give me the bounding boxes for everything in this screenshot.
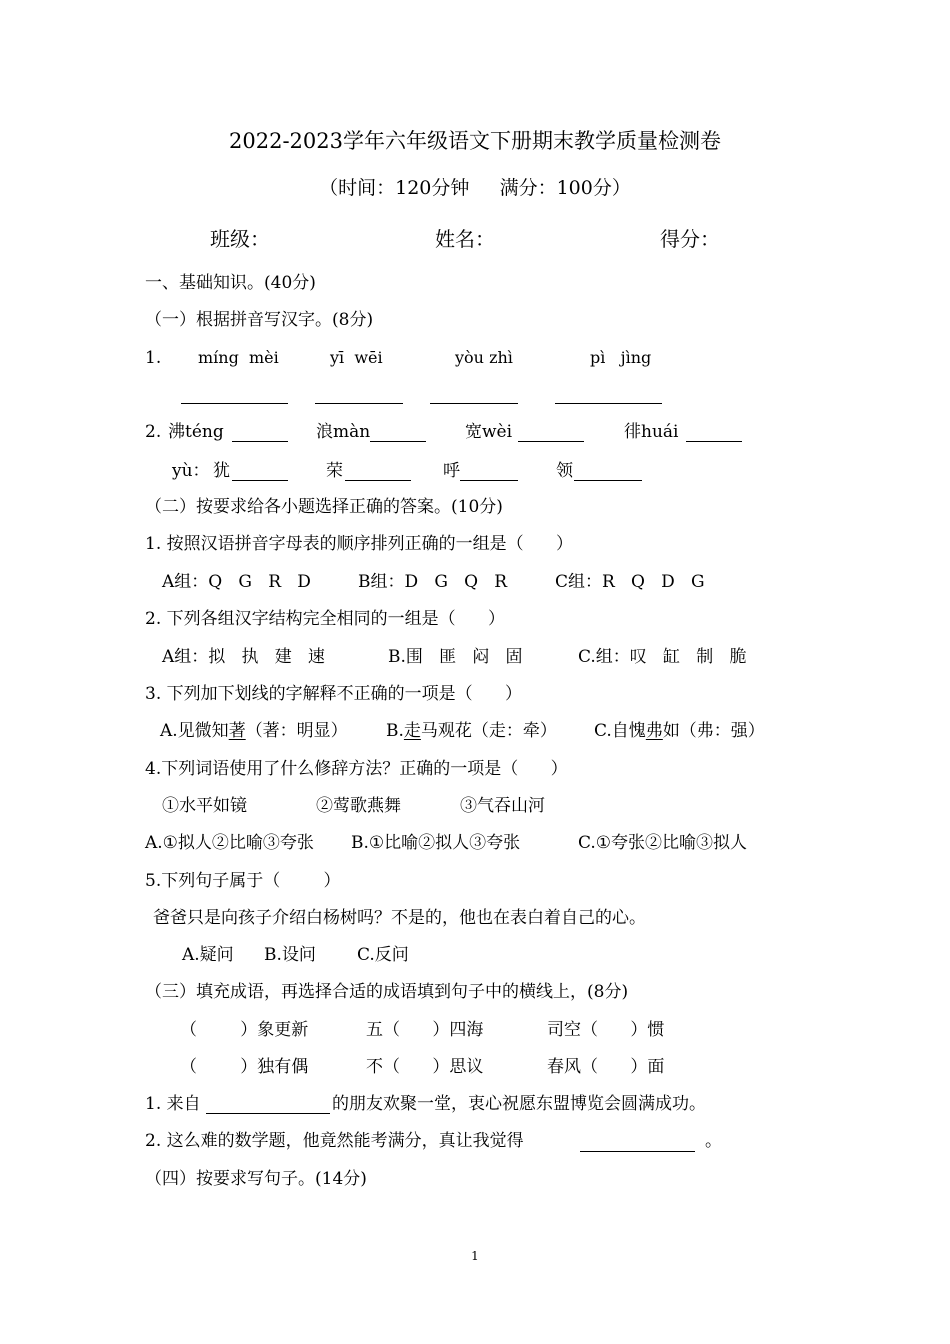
pinyin-prefix: yù： <box>172 461 210 481</box>
answer-blank[interactable] <box>430 403 518 404</box>
char-word: 犹 <box>213 461 230 481</box>
pinyin-word: 浪màn <box>316 422 371 442</box>
sentence: 的朋友欢聚一堂，衷心祝愿东盟博览会圆满成功。 <box>332 1094 706 1114</box>
option: B.围 匪 闷 固 <box>388 647 523 667</box>
option: C.反问 <box>357 945 409 965</box>
option: A.见微知著（著：明显） <box>160 721 348 741</box>
option: C.自愧弗如（弗：强） <box>594 721 765 741</box>
option: C.①夸张②比喻③拟人 <box>578 833 748 853</box>
pinyin-word: 徘huái <box>624 422 679 442</box>
option: B组：D G Q R <box>358 572 508 592</box>
underlined-char: 弗 <box>645 721 663 741</box>
sentence: 。 <box>705 1131 722 1151</box>
phrase: ③气吞山河 <box>460 796 545 816</box>
pinyin-word: 宽wèi <box>465 422 513 442</box>
question-text: 4.下列词语使用了什么修辞方法？正确的一项是（ ） <box>145 759 568 779</box>
pinyin: míng mèi <box>198 348 279 367</box>
part-heading: （二）按要求给各小题选择正确的答案。(10分) <box>145 497 503 517</box>
name-label: 姓名： <box>435 227 495 251</box>
pinyin: yī wēi <box>330 348 383 367</box>
answer-blank[interactable] <box>580 1151 695 1152</box>
answer-blank[interactable] <box>181 403 288 404</box>
page-number: 1 <box>471 1249 479 1263</box>
pinyin-word: 沸téng <box>168 422 224 442</box>
part-heading: （四）按要求写句子。(14分) <box>145 1169 367 1189</box>
idiom-blank[interactable]: （ ）象更新 <box>180 1020 309 1040</box>
sentence: 2. 这么难的数学题，他竟然能考满分，真让我觉得 <box>145 1131 524 1151</box>
question-number: 1. <box>145 348 162 368</box>
part-heading: （一）根据拼音写汉字。(8分) <box>145 310 374 330</box>
answer-blank[interactable] <box>232 480 288 481</box>
answer-blank[interactable] <box>555 403 662 404</box>
answer-blank[interactable] <box>370 441 426 442</box>
idiom-blank[interactable]: （ ）独有偶 <box>180 1057 309 1077</box>
score-label: 得分： <box>660 227 720 251</box>
option: C组：R Q D G <box>555 572 705 592</box>
option: B.①比喻②拟人③夸张 <box>351 833 521 853</box>
pinyin: yòu zhì <box>455 348 513 367</box>
pinyin: pì jìng <box>590 348 652 367</box>
option: C.组：叹 缸 制 脆 <box>578 647 747 667</box>
answer-blank[interactable] <box>518 441 584 442</box>
answer-blank[interactable] <box>206 1113 330 1114</box>
part-heading: （三）填充成语，再选择合适的成语填到句子中的横线上，(8分) <box>145 982 629 1002</box>
question-number: 2. <box>145 422 162 442</box>
phrase: ①水平如镜 <box>162 796 247 816</box>
question-text: 3. 下列加下划线的字解释不正确的一项是（ ） <box>145 684 523 704</box>
sentence: 1. 来自 <box>145 1094 201 1114</box>
option: B.走马观花（走：牵） <box>386 721 557 741</box>
option: A.疑问 <box>182 945 234 965</box>
option: A.①拟人②比喻③夸张 <box>145 833 314 853</box>
class-label: 班级： <box>210 227 270 251</box>
char-word: 呼 <box>443 461 460 481</box>
char-word: 荣 <box>326 461 343 481</box>
idiom-blank[interactable]: 春风（ ）面 <box>547 1057 665 1077</box>
underlined-char: 著 <box>228 721 246 741</box>
option: A组：Q G R D <box>162 572 311 592</box>
idiom-blank[interactable]: 五（ ）四海 <box>366 1020 484 1040</box>
answer-blank[interactable] <box>315 403 403 404</box>
answer-blank[interactable] <box>574 480 642 481</box>
question-text: 5.下列句子属于（ ） <box>145 871 341 891</box>
answer-blank[interactable] <box>345 480 411 481</box>
section-heading: 一、基础知识。(40分) <box>145 273 316 293</box>
option: A组：拟 执 建 速 <box>162 647 325 667</box>
option: B.设问 <box>264 945 316 965</box>
answer-blank[interactable] <box>460 480 518 481</box>
underlined-char: 走 <box>403 721 421 741</box>
idiom-blank[interactable]: 不（ ）思议 <box>366 1057 484 1077</box>
page-title: 2022-2023学年六年级语文下册期末教学质量检测卷 <box>229 129 721 153</box>
answer-blank[interactable] <box>686 441 742 442</box>
sentence: 爸爸只是向孩子介绍白杨树吗？不是的，他也在表白着自己的心。 <box>153 908 646 928</box>
exam-info: （时间：120分钟 满分：100分） <box>319 177 631 199</box>
char-word: 领 <box>556 461 573 481</box>
idiom-blank[interactable]: 司空（ ）惯 <box>547 1020 665 1040</box>
question-text: 1. 按照汉语拼音字母表的顺序排列正确的一组是（ ） <box>145 534 574 554</box>
phrase: ②莺歌燕舞 <box>316 796 401 816</box>
answer-blank[interactable] <box>232 441 288 442</box>
question-text: 2. 下列各组汉字结构完全相同的一组是（ ） <box>145 609 506 629</box>
